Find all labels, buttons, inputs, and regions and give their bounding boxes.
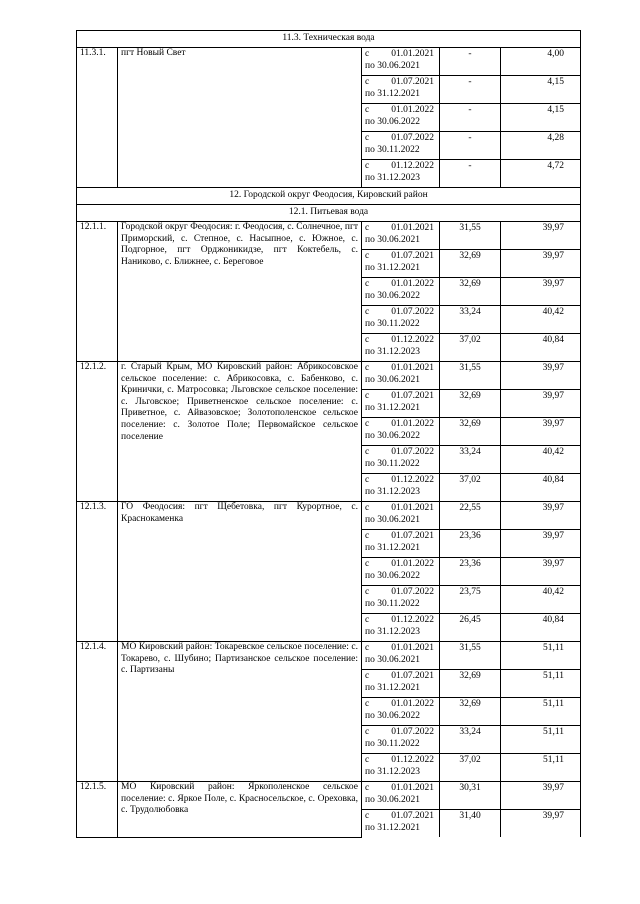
period-to-date: по 31.12.2021: [365, 262, 420, 273]
tariff-row: [77, 502, 581, 530]
period-to-date: по 31.12.2023: [365, 172, 420, 183]
tariff-value-2: 51,11: [501, 754, 581, 782]
territory-description: пгт Новый Свет: [118, 48, 362, 188]
period-from-date: 01.07.2022: [391, 133, 434, 143]
period-to-date: по 31.12.2023: [365, 346, 420, 357]
tariff-value-1: 32,69: [440, 250, 501, 278]
section-title: 11.3. Техническая вода: [77, 31, 581, 48]
period-cell: [362, 558, 440, 586]
period-cell: [362, 278, 440, 306]
tariff-value-2: 40,84: [501, 474, 581, 502]
period-start: [365, 307, 436, 319]
tariff-row: [77, 362, 581, 390]
territory-description: ГО Феодосия: пгт Щебетовка, пгт Курортное, с. Краснокаменка: [118, 502, 362, 642]
period-prefix: с: [365, 335, 370, 345]
period-cell: [362, 726, 440, 754]
territory-description: Городской округ Феодосия: г. Феодосия, с. Солнечное, пгт Приморский, с. Степное, с. Насыпное, с. Южное, с. Подгорное, пгт Орджоникидзе, пгт Коктебель, с. Наниково, с. Ближнее, с. Береговое: [118, 222, 362, 362]
period-cell: [362, 362, 440, 390]
period-from-date: 01.07.2021: [391, 811, 434, 821]
tariff-value-1: -: [440, 48, 501, 76]
tariff-value-1: 37,02: [440, 474, 501, 502]
period-from-date: 01.07.2021: [391, 391, 434, 401]
period-prefix: с: [365, 307, 370, 317]
section-title: 12.1. Питьевая вода: [77, 205, 581, 222]
period-prefix: с: [365, 699, 370, 709]
tariff-value-2: 39,97: [501, 390, 581, 418]
tariff-value-2: 39,97: [501, 782, 581, 810]
period-to-date: по 31.12.2023: [365, 626, 420, 637]
item-number: 12.1.3.: [77, 502, 118, 642]
territory-description: г. Старый Крым, МО Кировский район: Абрикосовское сельское поселение: с. Абрикосовка, с. Бабенково, с. Кринички, с. Матросовка; Льговское сельское поселение: с. Льговское; Приветненское сельское поселение: с. Приветное, с. Айвазовское; Золотополенское сельское поселение: с. Золотое Поле; Первомайское сельское поселение: [118, 362, 362, 502]
period-start: [365, 279, 436, 291]
period-to-date: по 31.12.2021: [365, 682, 420, 693]
period-from-date: 01.07.2021: [391, 531, 434, 541]
tariff-value-2: 4,15: [501, 104, 581, 132]
period-from-date: 01.01.2022: [391, 279, 434, 289]
tariff-value-2: 39,97: [501, 222, 581, 250]
period-from-date: 01.07.2021: [391, 77, 434, 87]
period-start: [365, 133, 436, 145]
tariff-value-2: 39,97: [501, 418, 581, 446]
tariff-value-2: 51,11: [501, 670, 581, 698]
period-prefix: с: [365, 447, 370, 457]
period-start: [365, 49, 436, 61]
period-prefix: с: [365, 77, 370, 87]
period-to-date: по 30.06.2022: [365, 570, 420, 581]
period-start: [365, 671, 436, 683]
period-start: [365, 363, 436, 375]
period-prefix: с: [365, 615, 370, 625]
section-title: 12. Городской округ Феодосия, Кировский район: [77, 188, 581, 205]
period-to-date: по 30.06.2022: [365, 430, 420, 441]
period-cell: [362, 250, 440, 278]
tariff-value-2: 40,42: [501, 306, 581, 334]
period-start: [365, 447, 436, 459]
period-cell: [362, 810, 440, 838]
tariff-value-2: 40,42: [501, 586, 581, 614]
period-to-date: по 31.12.2023: [365, 486, 420, 497]
period-from-date: 01.12.2022: [391, 335, 434, 345]
period-start: [365, 783, 436, 795]
period-from-date: 01.07.2022: [391, 727, 434, 737]
period-cell: [362, 502, 440, 530]
tariff-row: [77, 48, 581, 76]
period-prefix: с: [365, 503, 370, 513]
section-header-row: [77, 205, 581, 222]
tariff-table: [76, 30, 581, 838]
period-cell: [362, 222, 440, 250]
period-from-date: 01.01.2022: [391, 559, 434, 569]
tariff-value-1: 31,55: [440, 642, 501, 670]
tariff-value-2: 39,97: [501, 362, 581, 390]
tariff-value-1: 31,55: [440, 362, 501, 390]
period-cell: [362, 76, 440, 104]
tariff-value-2: 4,28: [501, 132, 581, 160]
tariff-value-2: 39,97: [501, 278, 581, 306]
period-cell: [362, 586, 440, 614]
period-start: [365, 223, 436, 235]
period-prefix: с: [365, 531, 370, 541]
period-prefix: с: [365, 363, 370, 373]
period-from-date: 01.01.2021: [391, 363, 434, 373]
territory-description: МО Кировский район: Яркополенское сельское поселение: с. Яркое Поле, с. Красносельское, с. Ореховка, с. Трудолюбовка: [118, 782, 362, 838]
period-cell: [362, 160, 440, 188]
tariff-value-2: 39,97: [501, 558, 581, 586]
period-from-date: 01.01.2022: [391, 419, 434, 429]
tariff-value-2: 39,97: [501, 810, 581, 838]
period-start: [365, 391, 436, 403]
tariff-value-1: 31,55: [440, 222, 501, 250]
section-header-row: [77, 31, 581, 48]
period-prefix: с: [365, 727, 370, 737]
period-from-date: 01.07.2021: [391, 251, 434, 261]
period-prefix: с: [365, 419, 370, 429]
tariff-value-1: 23,36: [440, 558, 501, 586]
period-start: [365, 503, 436, 515]
period-to-date: по 31.12.2023: [365, 766, 420, 777]
tariff-row: [77, 782, 581, 810]
period-prefix: с: [365, 223, 370, 233]
tariff-value-2: 40,42: [501, 446, 581, 474]
period-to-date: по 30.11.2022: [365, 458, 420, 469]
period-cell: [362, 446, 440, 474]
item-number: 12.1.4.: [77, 642, 118, 782]
tariff-value-2: 51,11: [501, 642, 581, 670]
period-start: [365, 755, 436, 767]
tariff-value-1: 33,24: [440, 726, 501, 754]
tariff-value-2: 4,72: [501, 160, 581, 188]
period-prefix: с: [365, 559, 370, 569]
period-start: [365, 335, 436, 347]
tariff-value-1: 32,69: [440, 278, 501, 306]
period-start: [365, 587, 436, 599]
period-prefix: с: [365, 391, 370, 401]
period-start: [365, 699, 436, 711]
tariff-value-1: 32,69: [440, 698, 501, 726]
tariff-value-2: 4,00: [501, 48, 581, 76]
section-header-row: [77, 188, 581, 205]
period-from-date: 01.07.2022: [391, 307, 434, 317]
period-cell: [362, 614, 440, 642]
tariff-value-2: 39,97: [501, 530, 581, 558]
period-cell: [362, 306, 440, 334]
period-from-date: 01.12.2022: [391, 161, 434, 171]
tariff-row: [77, 222, 581, 250]
period-to-date: по 31.12.2021: [365, 402, 420, 413]
period-start: [365, 77, 436, 89]
territory-description: МО Кировский район: Токаревское сельское поселение: с. Токарево, с. Шубино; Партизанское сельское поселение: с. Партизаны: [118, 642, 362, 782]
tariff-row: [77, 642, 581, 670]
period-from-date: 01.12.2022: [391, 755, 434, 765]
period-to-date: по 30.06.2021: [365, 794, 420, 805]
period-start: [365, 811, 436, 823]
period-prefix: с: [365, 671, 370, 681]
tariff-value-1: -: [440, 160, 501, 188]
period-start: [365, 419, 436, 431]
period-to-date: по 30.06.2021: [365, 514, 420, 525]
period-prefix: с: [365, 783, 370, 793]
period-prefix: с: [365, 161, 370, 171]
period-to-date: по 31.12.2021: [365, 542, 420, 553]
tariff-value-1: 33,24: [440, 306, 501, 334]
period-to-date: по 30.11.2022: [365, 598, 420, 609]
period-prefix: с: [365, 587, 370, 597]
period-from-date: 01.07.2021: [391, 671, 434, 681]
period-cell: [362, 754, 440, 782]
tariff-table-body: [77, 31, 581, 838]
period-start: [365, 105, 436, 117]
tariff-value-1: 30,31: [440, 782, 501, 810]
period-to-date: по 31.12.2021: [365, 822, 420, 833]
period-to-date: по 30.11.2022: [365, 318, 420, 329]
period-start: [365, 643, 436, 655]
period-prefix: с: [365, 251, 370, 261]
period-cell: [362, 132, 440, 160]
tariff-value-1: 26,45: [440, 614, 501, 642]
period-cell: [362, 670, 440, 698]
period-from-date: 01.01.2022: [391, 105, 434, 115]
period-from-date: 01.01.2021: [391, 783, 434, 793]
tariff-value-1: 32,69: [440, 418, 501, 446]
tariff-value-1: -: [440, 104, 501, 132]
period-prefix: с: [365, 279, 370, 289]
period-from-date: 01.01.2022: [391, 699, 434, 709]
tariff-value-1: 37,02: [440, 754, 501, 782]
period-prefix: с: [365, 811, 370, 821]
tariff-value-2: 51,11: [501, 698, 581, 726]
period-to-date: по 30.06.2022: [365, 290, 420, 301]
tariff-value-1: 37,02: [440, 334, 501, 362]
period-to-date: по 31.12.2021: [365, 88, 420, 99]
period-from-date: 01.01.2021: [391, 643, 434, 653]
period-from-date: 01.12.2022: [391, 615, 434, 625]
tariff-value-2: 40,84: [501, 614, 581, 642]
tariff-value-1: 22,55: [440, 502, 501, 530]
item-number: 12.1.5.: [77, 782, 118, 838]
period-cell: [362, 104, 440, 132]
tariff-value-1: 32,69: [440, 670, 501, 698]
period-cell: [362, 390, 440, 418]
period-to-date: по 30.11.2022: [365, 738, 420, 749]
period-start: [365, 161, 436, 173]
period-cell: [362, 334, 440, 362]
period-from-date: 01.07.2022: [391, 587, 434, 597]
period-to-date: по 30.11.2022: [365, 144, 420, 155]
tariff-value-1: 32,69: [440, 390, 501, 418]
period-to-date: по 30.06.2021: [365, 234, 420, 245]
period-cell: [362, 782, 440, 810]
period-prefix: с: [365, 643, 370, 653]
tariff-value-2: 39,97: [501, 502, 581, 530]
tariff-value-2: 51,11: [501, 726, 581, 754]
item-number: 11.3.1.: [77, 48, 118, 188]
period-prefix: с: [365, 49, 370, 59]
period-start: [365, 559, 436, 571]
period-start: [365, 531, 436, 543]
tariff-value-1: -: [440, 76, 501, 104]
tariff-value-1: 33,24: [440, 446, 501, 474]
tariff-value-2: 39,97: [501, 250, 581, 278]
period-cell: [362, 698, 440, 726]
period-to-date: по 30.06.2022: [365, 116, 420, 127]
period-from-date: 01.07.2022: [391, 447, 434, 457]
tariff-value-2: 4,15: [501, 76, 581, 104]
period-prefix: с: [365, 133, 370, 143]
period-to-date: по 30.06.2021: [365, 654, 420, 665]
period-from-date: 01.01.2021: [391, 223, 434, 233]
period-cell: [362, 418, 440, 446]
period-from-date: 01.01.2021: [391, 49, 434, 59]
period-to-date: по 30.06.2022: [365, 710, 420, 721]
period-cell: [362, 48, 440, 76]
item-number: 12.1.2.: [77, 362, 118, 502]
period-cell: [362, 530, 440, 558]
tariff-value-1: 23,36: [440, 530, 501, 558]
tariff-value-2: 40,84: [501, 334, 581, 362]
item-number: 12.1.1.: [77, 222, 118, 362]
period-cell: [362, 642, 440, 670]
period-from-date: 01.12.2022: [391, 475, 434, 485]
tariff-value-1: 31,40: [440, 810, 501, 838]
period-prefix: с: [365, 105, 370, 115]
tariff-value-1: 23,75: [440, 586, 501, 614]
period-start: [365, 475, 436, 487]
period-start: [365, 251, 436, 263]
period-from-date: 01.01.2021: [391, 503, 434, 513]
tariff-value-1: -: [440, 132, 501, 160]
period-start: [365, 615, 436, 627]
period-to-date: по 30.06.2021: [365, 60, 420, 71]
period-cell: [362, 474, 440, 502]
period-prefix: с: [365, 475, 370, 485]
period-to-date: по 30.06.2021: [365, 374, 420, 385]
period-prefix: с: [365, 755, 370, 765]
period-start: [365, 727, 436, 739]
